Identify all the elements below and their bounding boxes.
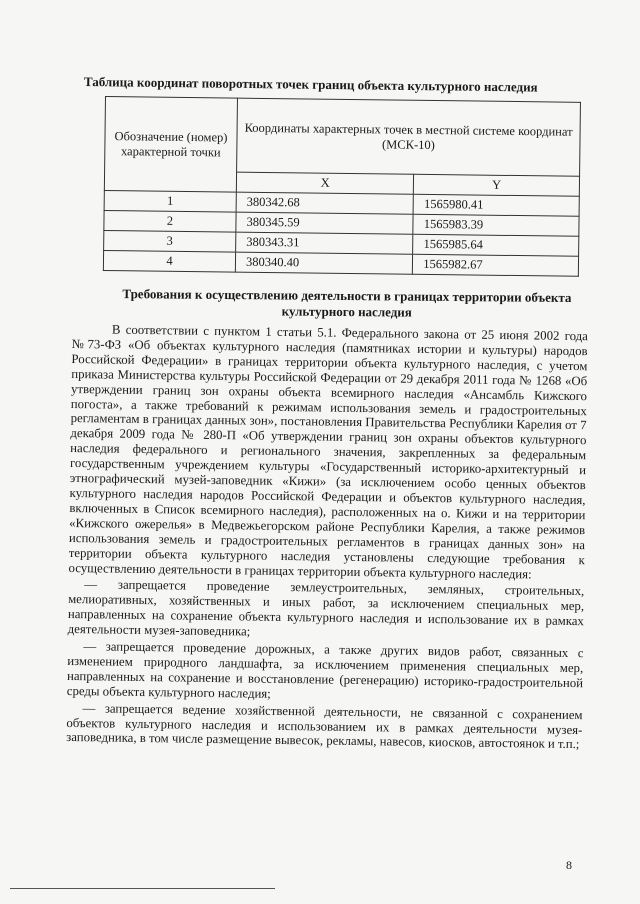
header-point-designation: Обозначение (номер) характерной точки	[104, 97, 237, 193]
row-x: 380343.31	[236, 232, 414, 254]
row-x: 380345.59	[236, 212, 414, 234]
row-y: 1565983.39	[413, 214, 579, 236]
row-y: 1565982.67	[413, 254, 579, 276]
row-x: 380340.40	[235, 252, 413, 274]
page-number: 8	[566, 858, 572, 872]
bottom-divider	[10, 888, 275, 889]
row-number: 1	[104, 190, 236, 212]
coordinates-table	[103, 96, 581, 277]
body-text	[66, 322, 588, 753]
row-x: 380342.68	[236, 192, 414, 214]
header-y: Y	[414, 174, 580, 196]
table-title: Таблица координат поворотных точек границ объекта культурного наследия	[83, 74, 538, 95]
table-header-row	[105, 97, 581, 177]
row-number: 3	[104, 230, 236, 252]
header-coordinates: Координаты характерных точек в местной системе координат (МСК-10)	[237, 98, 581, 176]
row-y: 1565980.41	[413, 194, 579, 216]
section-heading: Требования к осуществлению деятельности в границах территории объекта культурного наследия	[122, 286, 572, 320]
header-x: X	[236, 172, 414, 194]
requirement-item: — запрещается ведение хозяйственной деятельности, не связанной с сохранением объектов культурного наследия и использованием их в рамках деятельности музея-заповедника, в том числе размещение вывесок, рекламы, навесов, киосков, автостоянок и т.п.;	[66, 700, 583, 752]
row-number: 4	[103, 250, 235, 272]
requirement-item: — запрещается проведение дорожных, а также других видов работ, связанных с изменением природного ландшафта, за исключением применения специальных мер, направленных на сохранение и восстановление (регенерацию) историко-градостроительной среды объекта культурного наследия;	[66, 639, 584, 701]
row-number: 2	[104, 210, 236, 232]
row-y: 1565985.64	[413, 234, 579, 256]
requirement-item: — запрещается проведение землеустроительных, земляных, строительных, мелиоративных, хозяйственных и иных работ, за исключением специальных мер, направленных на сохранение объекта культурного наследия и использование их в рамках деятельности музея-заповедника;	[67, 577, 585, 639]
intro-paragraph: В соответствии с пунктом 1 статьи 5.1. Федерального закона от 25 июня 2002 года №73-ФЗ «Об объектах культурного наследия (памятниках истории и культуры) народов Российской Федерации» в границах территории объекта культурного наследия, с учетом приказа Министерства культуры Российской Федерации от 29 декабря 2011 года № 1268 «Об утверждении границ зон охраны объекта всемирного наследия «Ансамбль Кижского погоста», а также требований к режимам использования земель и градостроительных регламентам в границах данных зон», постановления Правительства Республики Карелия от 7 декабря 2009 года № 280-П «Об утверждении границ зон охраны объектов культурного наследия федерального и регионального значения, закрепленных за федеральным государственным учреждением культуры «Государственный историко-архитектурный и этнографический музей-заповедник «Кижи» (за исключением особо ценных объектов культурного наследия народов Российской Федерации и объектов культурного наследия, включенных в Список всемирного наследия), расположенных на о. Кижи и на территории «Кижского ожерелья» в Медвежьегорском районе Республики Карелия, а также режимов использования земель и градостроительных регламентов в границах данных зон» на территории объекта культурного наследия установлены следующие требования к осуществлению деятельности в границах территории объекта культурного наследия:	[68, 322, 588, 581]
